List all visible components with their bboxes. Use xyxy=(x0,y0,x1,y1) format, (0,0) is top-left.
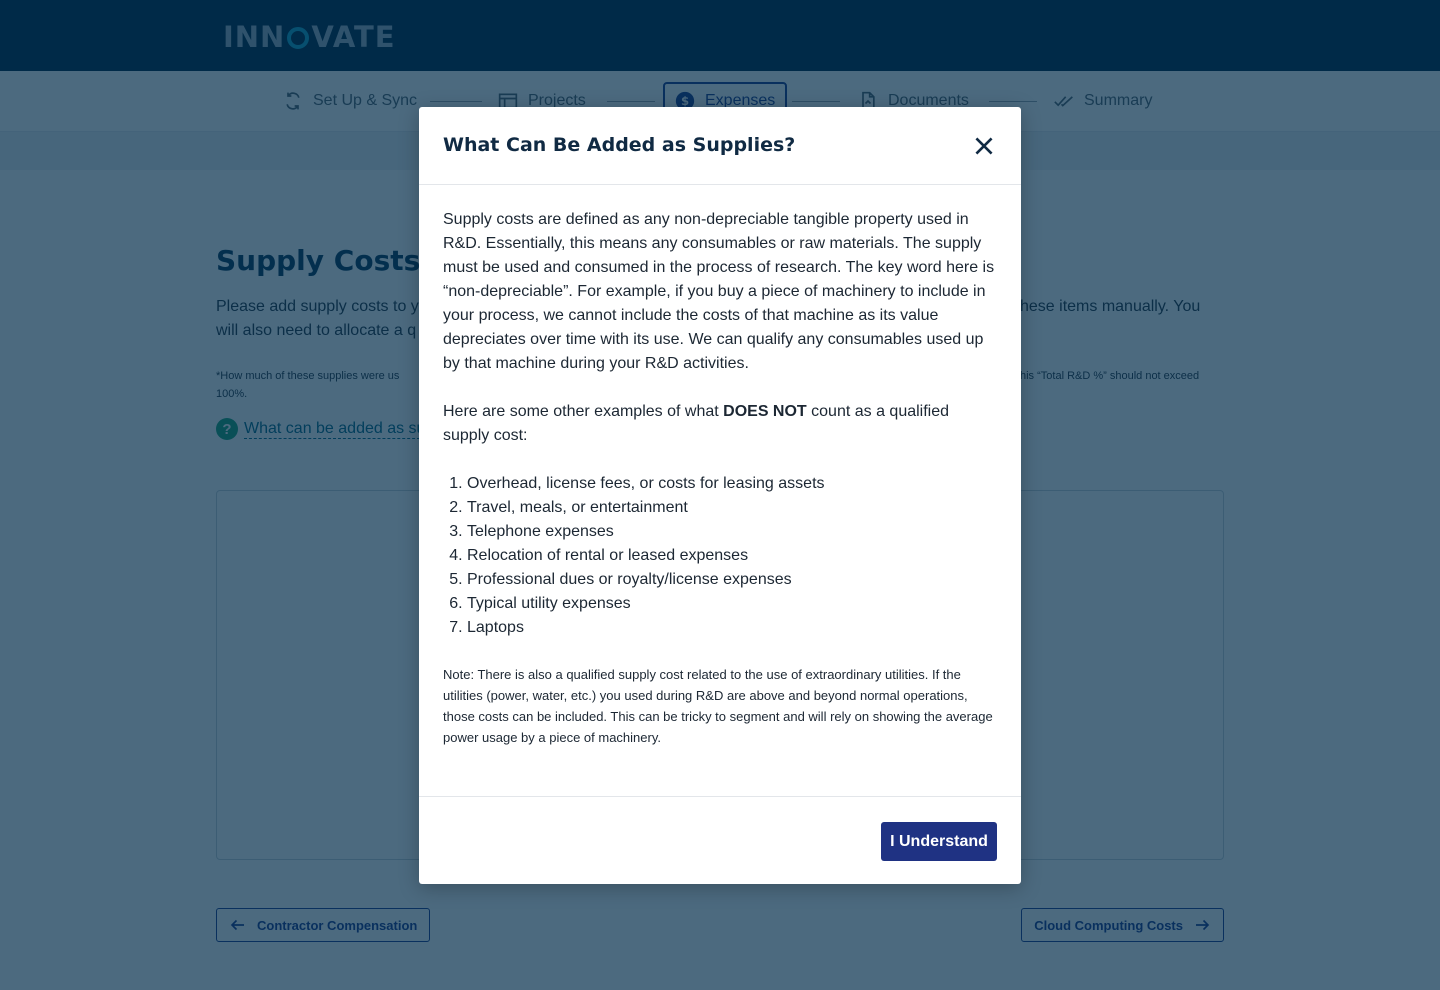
non-qualified-list xyxy=(467,472,999,640)
modal-footer xyxy=(419,796,1021,884)
modal-header xyxy=(419,107,1021,185)
close-button[interactable] xyxy=(971,133,997,159)
list-item: 5. Professional dues or royalty/license expenses xyxy=(467,568,999,592)
list-item: 6. Typical utility expenses xyxy=(467,592,999,616)
i-understand-button[interactable]: I Understand xyxy=(881,822,997,861)
list-item: 4. Relocation of rental or leased expenses xyxy=(467,544,999,568)
definition-paragraph: Supply costs are defined as any non-depreciable tangible property used in R&D. Essentially, this means any consumables or raw materials. The supply must be used and consumed in the process of research. The key word here is “non-depreciable”. For example, if you buy a piece of machinery to include in your process, we cannot include the costs of that machine as its value depreciates over time with its use. We can qualify any consumables used up by that machine during your R&D activities. xyxy=(443,211,995,372)
examples-intro: Here are some other examples of what DOES NOT count as a qualified supply cost: xyxy=(443,403,950,444)
list-item: 2. Travel, meals, or entertainment xyxy=(467,496,999,520)
modal-title: What Can Be Added as Supplies? xyxy=(443,134,796,156)
list-item: 1. Overhead, license fees, or costs for leasing assets xyxy=(467,472,999,496)
list-item: 3. Telephone expenses xyxy=(467,520,999,544)
modal-body xyxy=(443,208,999,748)
utilities-note: Note: There is also a qualified supply cost related to the use of extraordinary utilities. If the utilities (power, water, etc.) you used during R&D are above and beyond normal operations, those costs can be included. This can be tricky to segment and will rely on showing the average power usage by a piece of machinery. xyxy=(443,667,993,745)
close-icon xyxy=(971,133,997,159)
supplies-info-modal xyxy=(419,107,1021,884)
list-item: 7. Laptops xyxy=(467,616,999,640)
